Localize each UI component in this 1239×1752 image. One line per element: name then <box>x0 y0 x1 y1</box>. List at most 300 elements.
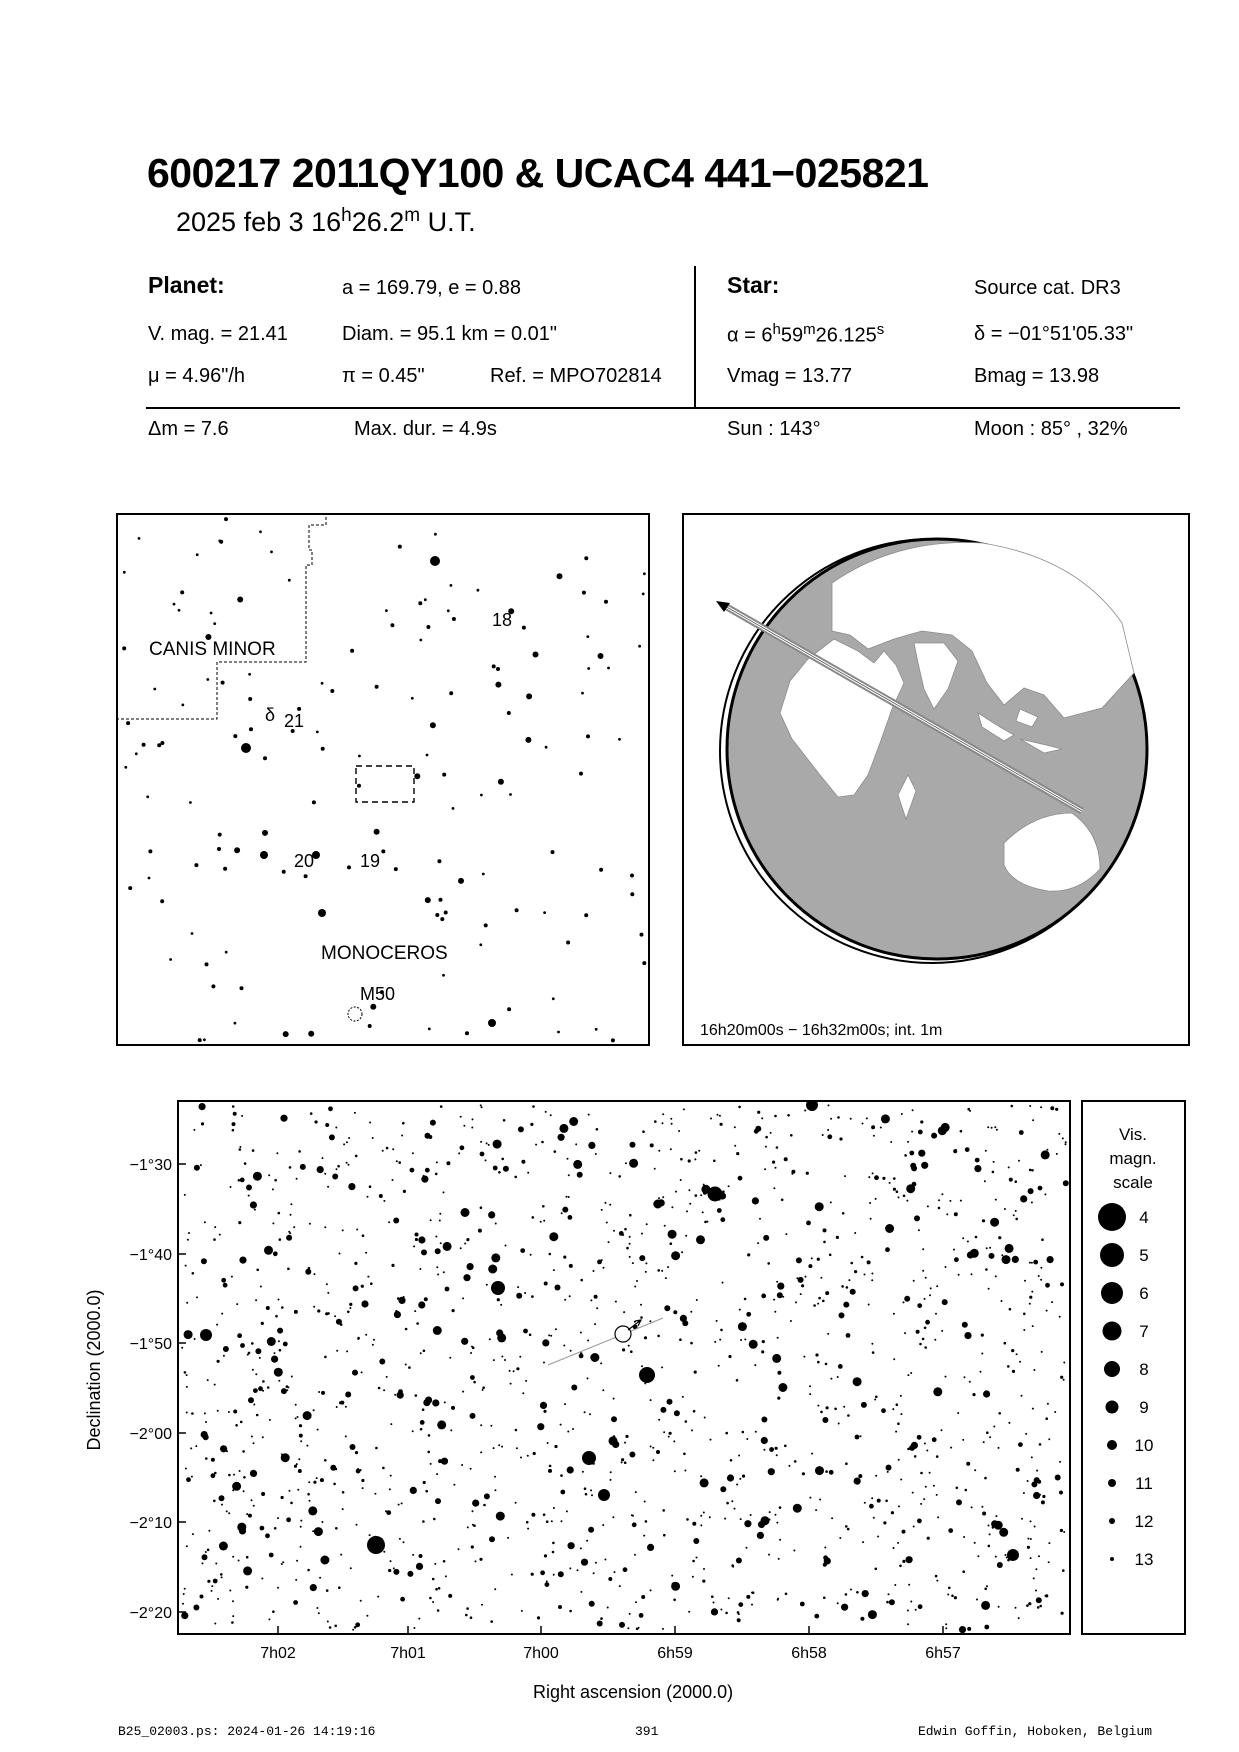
chart-star <box>916 1330 920 1334</box>
chart-star <box>1038 1275 1040 1277</box>
finder-star <box>551 850 555 854</box>
chart-star <box>693 1410 696 1413</box>
chart-star <box>440 1105 443 1108</box>
chart-star <box>825 1470 828 1473</box>
chart-star <box>324 1173 326 1175</box>
chart-star <box>560 1490 565 1495</box>
chart-star <box>274 1527 277 1530</box>
chart-star <box>451 1406 455 1410</box>
chart-star <box>413 1627 415 1629</box>
chart-star <box>561 1212 563 1214</box>
finder-star <box>368 1024 372 1028</box>
chart-star <box>965 1147 970 1152</box>
chart-star <box>567 1466 574 1473</box>
chart-star <box>261 1492 265 1496</box>
chart-star <box>390 1423 392 1425</box>
chart-star <box>694 1158 696 1160</box>
finder-star <box>426 754 429 757</box>
chart-star <box>514 1176 517 1179</box>
chart-star <box>719 1339 721 1341</box>
chart-star <box>722 1282 724 1284</box>
chart-star <box>761 1117 763 1119</box>
chart-star <box>526 1521 529 1524</box>
finder-star <box>595 1028 598 1031</box>
chart-star <box>316 1607 318 1609</box>
sun-elongation: Sun : 143° <box>727 418 821 440</box>
y-tick-label: −1°50 <box>129 1336 172 1353</box>
chart-star <box>432 1399 439 1406</box>
chart-star <box>815 1353 818 1356</box>
chart-star <box>1058 1133 1060 1135</box>
finder-star <box>135 752 138 755</box>
chart-star <box>286 1235 292 1241</box>
chart-star <box>228 1512 230 1514</box>
finder-star <box>439 898 443 902</box>
chart-star <box>996 1129 998 1131</box>
chart-star <box>480 1152 485 1157</box>
chart-star <box>568 1542 575 1549</box>
chart-star <box>991 1520 998 1527</box>
chart-star <box>403 1541 405 1543</box>
chart-star <box>784 1445 787 1448</box>
chart-star <box>936 1580 938 1582</box>
chart-star <box>775 1447 778 1450</box>
chart-star <box>724 1518 726 1520</box>
chart-star <box>601 1209 603 1211</box>
chart-star <box>433 1518 436 1521</box>
chart-star <box>1035 1590 1037 1592</box>
chart-star <box>298 1469 302 1473</box>
chart-star <box>398 1504 400 1506</box>
chart-star <box>375 1447 378 1450</box>
chart-star <box>448 1594 452 1598</box>
chart-star <box>569 1117 578 1126</box>
chart-star <box>1020 1195 1027 1202</box>
chart-star <box>236 1303 238 1305</box>
chart-star <box>277 1587 279 1589</box>
chart-star <box>915 1609 917 1611</box>
chart-star <box>846 1333 851 1338</box>
chart-star <box>652 1459 654 1461</box>
chart-star <box>1016 1468 1020 1472</box>
chart-star <box>268 1618 270 1620</box>
chart-star <box>640 1316 643 1319</box>
chart-star <box>374 1493 376 1495</box>
chart-star <box>470 1375 475 1380</box>
chart-star <box>902 1560 905 1563</box>
chart-bright-star <box>491 1281 505 1295</box>
chart-star <box>703 1568 705 1570</box>
chart-star <box>700 1524 702 1526</box>
finder-star <box>437 859 441 863</box>
chart-star <box>237 1523 246 1532</box>
chart-star <box>823 1228 827 1232</box>
chart-star <box>332 1174 338 1180</box>
x-tick-label: 6h59 <box>657 1645 693 1662</box>
chart-star <box>429 1597 432 1600</box>
chart-star <box>936 1285 938 1287</box>
chart-star <box>449 1357 451 1359</box>
chart-star <box>525 1380 527 1382</box>
chart-star <box>769 1447 774 1452</box>
chart-star <box>644 1501 646 1503</box>
chart-star <box>696 1235 705 1244</box>
chart-star <box>255 1299 257 1301</box>
chart-star <box>612 1516 614 1518</box>
chart-star <box>864 1502 866 1504</box>
chart-star <box>423 1399 430 1406</box>
chart-star <box>520 1457 522 1459</box>
y-tick-label: −2°00 <box>129 1426 172 1443</box>
chart-star <box>907 1610 909 1612</box>
chart-star <box>252 1369 254 1371</box>
chart-star <box>993 1161 995 1163</box>
chart-star <box>441 1458 448 1465</box>
chart-star <box>517 1286 519 1288</box>
chart-star <box>742 1475 744 1477</box>
chart-star <box>689 1203 691 1205</box>
chart-star <box>460 1247 462 1249</box>
chart-star <box>361 1371 363 1373</box>
chart-star <box>1059 1491 1063 1495</box>
chart-star <box>778 1383 787 1392</box>
chart-star <box>338 1586 341 1589</box>
chart-star <box>186 1545 188 1547</box>
chart-star <box>596 1128 599 1131</box>
chart-star <box>507 1537 509 1539</box>
chart-star <box>382 1150 384 1152</box>
chart-star <box>343 1143 345 1145</box>
chart-star <box>662 1196 664 1198</box>
chart-star <box>269 1553 274 1558</box>
chart-star <box>948 1587 951 1590</box>
chart-star <box>186 1477 191 1482</box>
chart-star <box>1061 1612 1064 1615</box>
chart-star <box>433 1326 442 1335</box>
chart-star <box>897 1542 899 1544</box>
chart-star <box>243 1476 246 1479</box>
chart-star <box>635 1601 637 1603</box>
chart-star <box>220 1573 223 1576</box>
chart-star <box>936 1494 938 1496</box>
chart-star <box>885 1247 890 1252</box>
chart-star <box>537 1423 544 1430</box>
chart-star <box>580 1591 582 1593</box>
chart-star <box>907 1141 909 1143</box>
chart-star <box>342 1508 344 1510</box>
chart-star <box>193 1605 199 1611</box>
chart-star <box>962 1439 964 1441</box>
chart-star <box>908 1584 910 1586</box>
planet-reference: Ref. = MPO702814 <box>490 365 662 387</box>
finder-star <box>358 755 361 758</box>
finder-star <box>545 746 548 749</box>
legend-mag-label: 12 <box>1134 1512 1154 1531</box>
chart-star <box>472 1118 474 1120</box>
chart-star <box>630 1350 633 1353</box>
chart-star <box>353 1285 359 1291</box>
finder-star <box>221 681 225 685</box>
chart-star <box>307 1493 310 1496</box>
chart-star <box>552 1551 555 1554</box>
chart-star <box>777 1598 779 1600</box>
chart-star <box>569 1295 571 1297</box>
chart-star <box>425 1168 430 1173</box>
chart-star <box>690 1342 693 1345</box>
chart-star <box>900 1479 902 1481</box>
chart-star <box>253 1172 262 1181</box>
chart-star <box>277 1368 279 1370</box>
chart-star <box>472 1347 475 1350</box>
chart-star <box>1023 1492 1025 1494</box>
chart-star <box>435 1248 441 1254</box>
chart-star <box>864 1274 866 1276</box>
chart-star <box>838 1423 840 1425</box>
chart-star <box>875 1396 878 1399</box>
chart-star <box>663 1431 665 1433</box>
finder-star <box>189 801 192 804</box>
chart-star <box>1045 1283 1050 1288</box>
chart-star <box>845 1462 848 1465</box>
chart-star <box>553 1574 555 1576</box>
chart-star <box>493 1359 495 1361</box>
chart-star <box>746 1312 751 1317</box>
chart-star <box>208 1530 210 1532</box>
chart-star <box>346 1162 348 1164</box>
chart-star <box>862 1590 869 1597</box>
chart-star <box>1025 1433 1027 1435</box>
finder-star <box>452 807 455 810</box>
chart-star <box>602 1389 604 1391</box>
chart-bright-star <box>598 1489 610 1501</box>
finder-star <box>450 584 453 587</box>
finder-star <box>584 556 588 560</box>
chart-star <box>390 1475 392 1477</box>
chart-star <box>420 1428 423 1431</box>
chart-star <box>674 1410 680 1416</box>
chart-star <box>372 1137 374 1139</box>
chart-star <box>339 1401 342 1404</box>
chart-star <box>924 1346 927 1349</box>
finder-star <box>148 849 152 853</box>
chart-star <box>245 1586 248 1589</box>
planet-vmag: V. mag. = 21.41 <box>148 323 288 345</box>
chart-star <box>320 1556 329 1565</box>
chart-star <box>352 1370 358 1376</box>
finder-star <box>233 734 237 738</box>
finder-star <box>533 652 539 658</box>
chart-star <box>259 1357 261 1359</box>
chart-star <box>974 1542 976 1544</box>
chart-star <box>350 1444 356 1450</box>
chart-star <box>960 1130 963 1133</box>
chart-star <box>240 1343 245 1348</box>
chart-star <box>413 1245 415 1247</box>
chart-star <box>1023 1313 1026 1316</box>
chart-star <box>458 1152 460 1154</box>
chart-star <box>932 1437 937 1442</box>
chart-star <box>588 1527 594 1533</box>
chart-star <box>386 1376 388 1378</box>
chart-star <box>870 1218 872 1220</box>
moon-info: Moon : 85° , 32% <box>974 418 1128 440</box>
chart-star <box>981 1506 983 1508</box>
chart-star <box>361 1479 364 1482</box>
chart-star <box>463 1274 470 1281</box>
chart-star <box>183 1593 185 1595</box>
chart-star <box>904 1332 906 1334</box>
chart-star <box>300 1546 302 1548</box>
finder-bright-star <box>260 851 268 859</box>
chart-star <box>423 1175 425 1177</box>
chart-star <box>211 1585 213 1587</box>
chart-star <box>1018 1160 1020 1162</box>
chart-star <box>553 1507 555 1509</box>
chart-star <box>510 1383 512 1385</box>
chart-star <box>661 1366 663 1368</box>
finder-star <box>153 688 156 691</box>
chart-star <box>794 1460 797 1463</box>
finder-star <box>146 795 149 798</box>
chart-star <box>744 1520 751 1527</box>
chart-star <box>957 1412 959 1414</box>
chart-star <box>397 1297 400 1300</box>
chart-star <box>527 1528 529 1530</box>
chart-star <box>444 1401 446 1403</box>
chart-star <box>577 1569 579 1571</box>
chart-star <box>383 1389 385 1391</box>
chart-star <box>930 1287 932 1289</box>
chart-star <box>1029 1105 1031 1107</box>
chart-star <box>213 1500 216 1503</box>
chart-star <box>196 1296 198 1298</box>
star-label-20: 20 <box>294 851 315 871</box>
chart-star <box>356 1524 358 1526</box>
chart-star <box>590 1489 592 1491</box>
chart-star <box>490 1620 493 1623</box>
chart-star <box>922 1270 924 1272</box>
chart-star <box>688 1611 690 1613</box>
chart-star <box>268 1174 270 1176</box>
chart-star <box>401 1502 403 1504</box>
chart-star <box>657 1269 660 1272</box>
finder-star <box>223 867 227 871</box>
chart-star <box>485 1159 487 1161</box>
chart-star <box>988 1288 990 1290</box>
finder-star <box>321 682 324 685</box>
chart-star <box>349 1307 351 1309</box>
chart-star <box>924 1298 926 1300</box>
chart-star <box>909 1151 914 1156</box>
chart-star <box>989 1436 991 1438</box>
chart-star <box>1007 1365 1010 1368</box>
chart-star <box>850 1118 852 1120</box>
finder-star <box>283 1031 289 1037</box>
chart-star <box>966 1462 970 1466</box>
chart-star <box>671 1575 673 1577</box>
chart-star <box>902 1530 906 1534</box>
finder-star <box>442 773 446 777</box>
chart-star <box>803 1356 805 1358</box>
chart-star <box>356 1229 358 1231</box>
chart-star <box>795 1301 797 1303</box>
finder-star <box>611 1038 615 1042</box>
chart-star <box>738 1322 747 1331</box>
legend-mag-label: 7 <box>1139 1322 1149 1341</box>
chart-star <box>357 1468 359 1470</box>
chart-star <box>537 1616 540 1619</box>
legend-mag-label: 11 <box>1135 1474 1153 1493</box>
chart-star <box>941 1330 943 1332</box>
chart-star <box>728 1185 730 1187</box>
chart-star <box>310 1112 313 1115</box>
chart-star <box>390 1560 392 1562</box>
chart-star <box>886 1601 889 1604</box>
chart-star <box>700 1475 702 1477</box>
chart-star <box>308 1481 310 1483</box>
chart-star <box>1038 1186 1043 1191</box>
chart-star <box>649 1320 651 1322</box>
chart-star <box>369 1122 371 1124</box>
finder-star <box>424 598 427 601</box>
chart-star <box>295 1579 297 1581</box>
chart-star <box>298 1458 300 1460</box>
star-label-18: 18 <box>492 610 513 630</box>
chart-star <box>776 1146 779 1149</box>
chart-star <box>192 1533 194 1535</box>
chart-star <box>418 1301 425 1308</box>
chart-star <box>998 1236 1001 1239</box>
chart-star <box>967 1627 971 1631</box>
chart-star <box>903 1301 905 1303</box>
chart-star <box>540 1570 545 1575</box>
chart-star <box>580 1547 582 1549</box>
chart-star <box>419 1554 423 1558</box>
chart-star <box>278 1380 280 1382</box>
chart-star <box>1002 1255 1011 1264</box>
chart-star <box>989 1253 995 1259</box>
chart-star <box>929 1472 931 1474</box>
chart-star <box>656 1450 660 1454</box>
chart-star <box>518 1126 524 1132</box>
chart-star <box>313 1481 316 1484</box>
chart-star <box>1011 1105 1014 1108</box>
chart-star <box>337 1165 340 1168</box>
chart-star <box>871 1125 875 1129</box>
chart-star <box>591 1494 593 1496</box>
chart-star <box>871 1343 873 1345</box>
chart-bright-star <box>1007 1549 1019 1561</box>
chart-star <box>348 1183 355 1190</box>
chart-star <box>213 1238 216 1241</box>
chart-star <box>629 1159 638 1168</box>
chart-star <box>251 1436 253 1438</box>
chart-star <box>880 1127 882 1129</box>
chart-star <box>355 1451 358 1454</box>
chart-star <box>300 1164 306 1170</box>
chart-star <box>650 1399 652 1401</box>
chart-star <box>826 1406 829 1409</box>
chart-star <box>629 1236 631 1238</box>
chart-star <box>759 1218 761 1220</box>
chart-star <box>942 1299 948 1305</box>
planet-heading: Planet: <box>148 272 225 298</box>
chart-star <box>1009 1178 1013 1182</box>
finder-star <box>492 664 496 668</box>
chart-star <box>558 1571 564 1577</box>
chart-star <box>221 1313 223 1315</box>
finder-star <box>123 571 126 574</box>
